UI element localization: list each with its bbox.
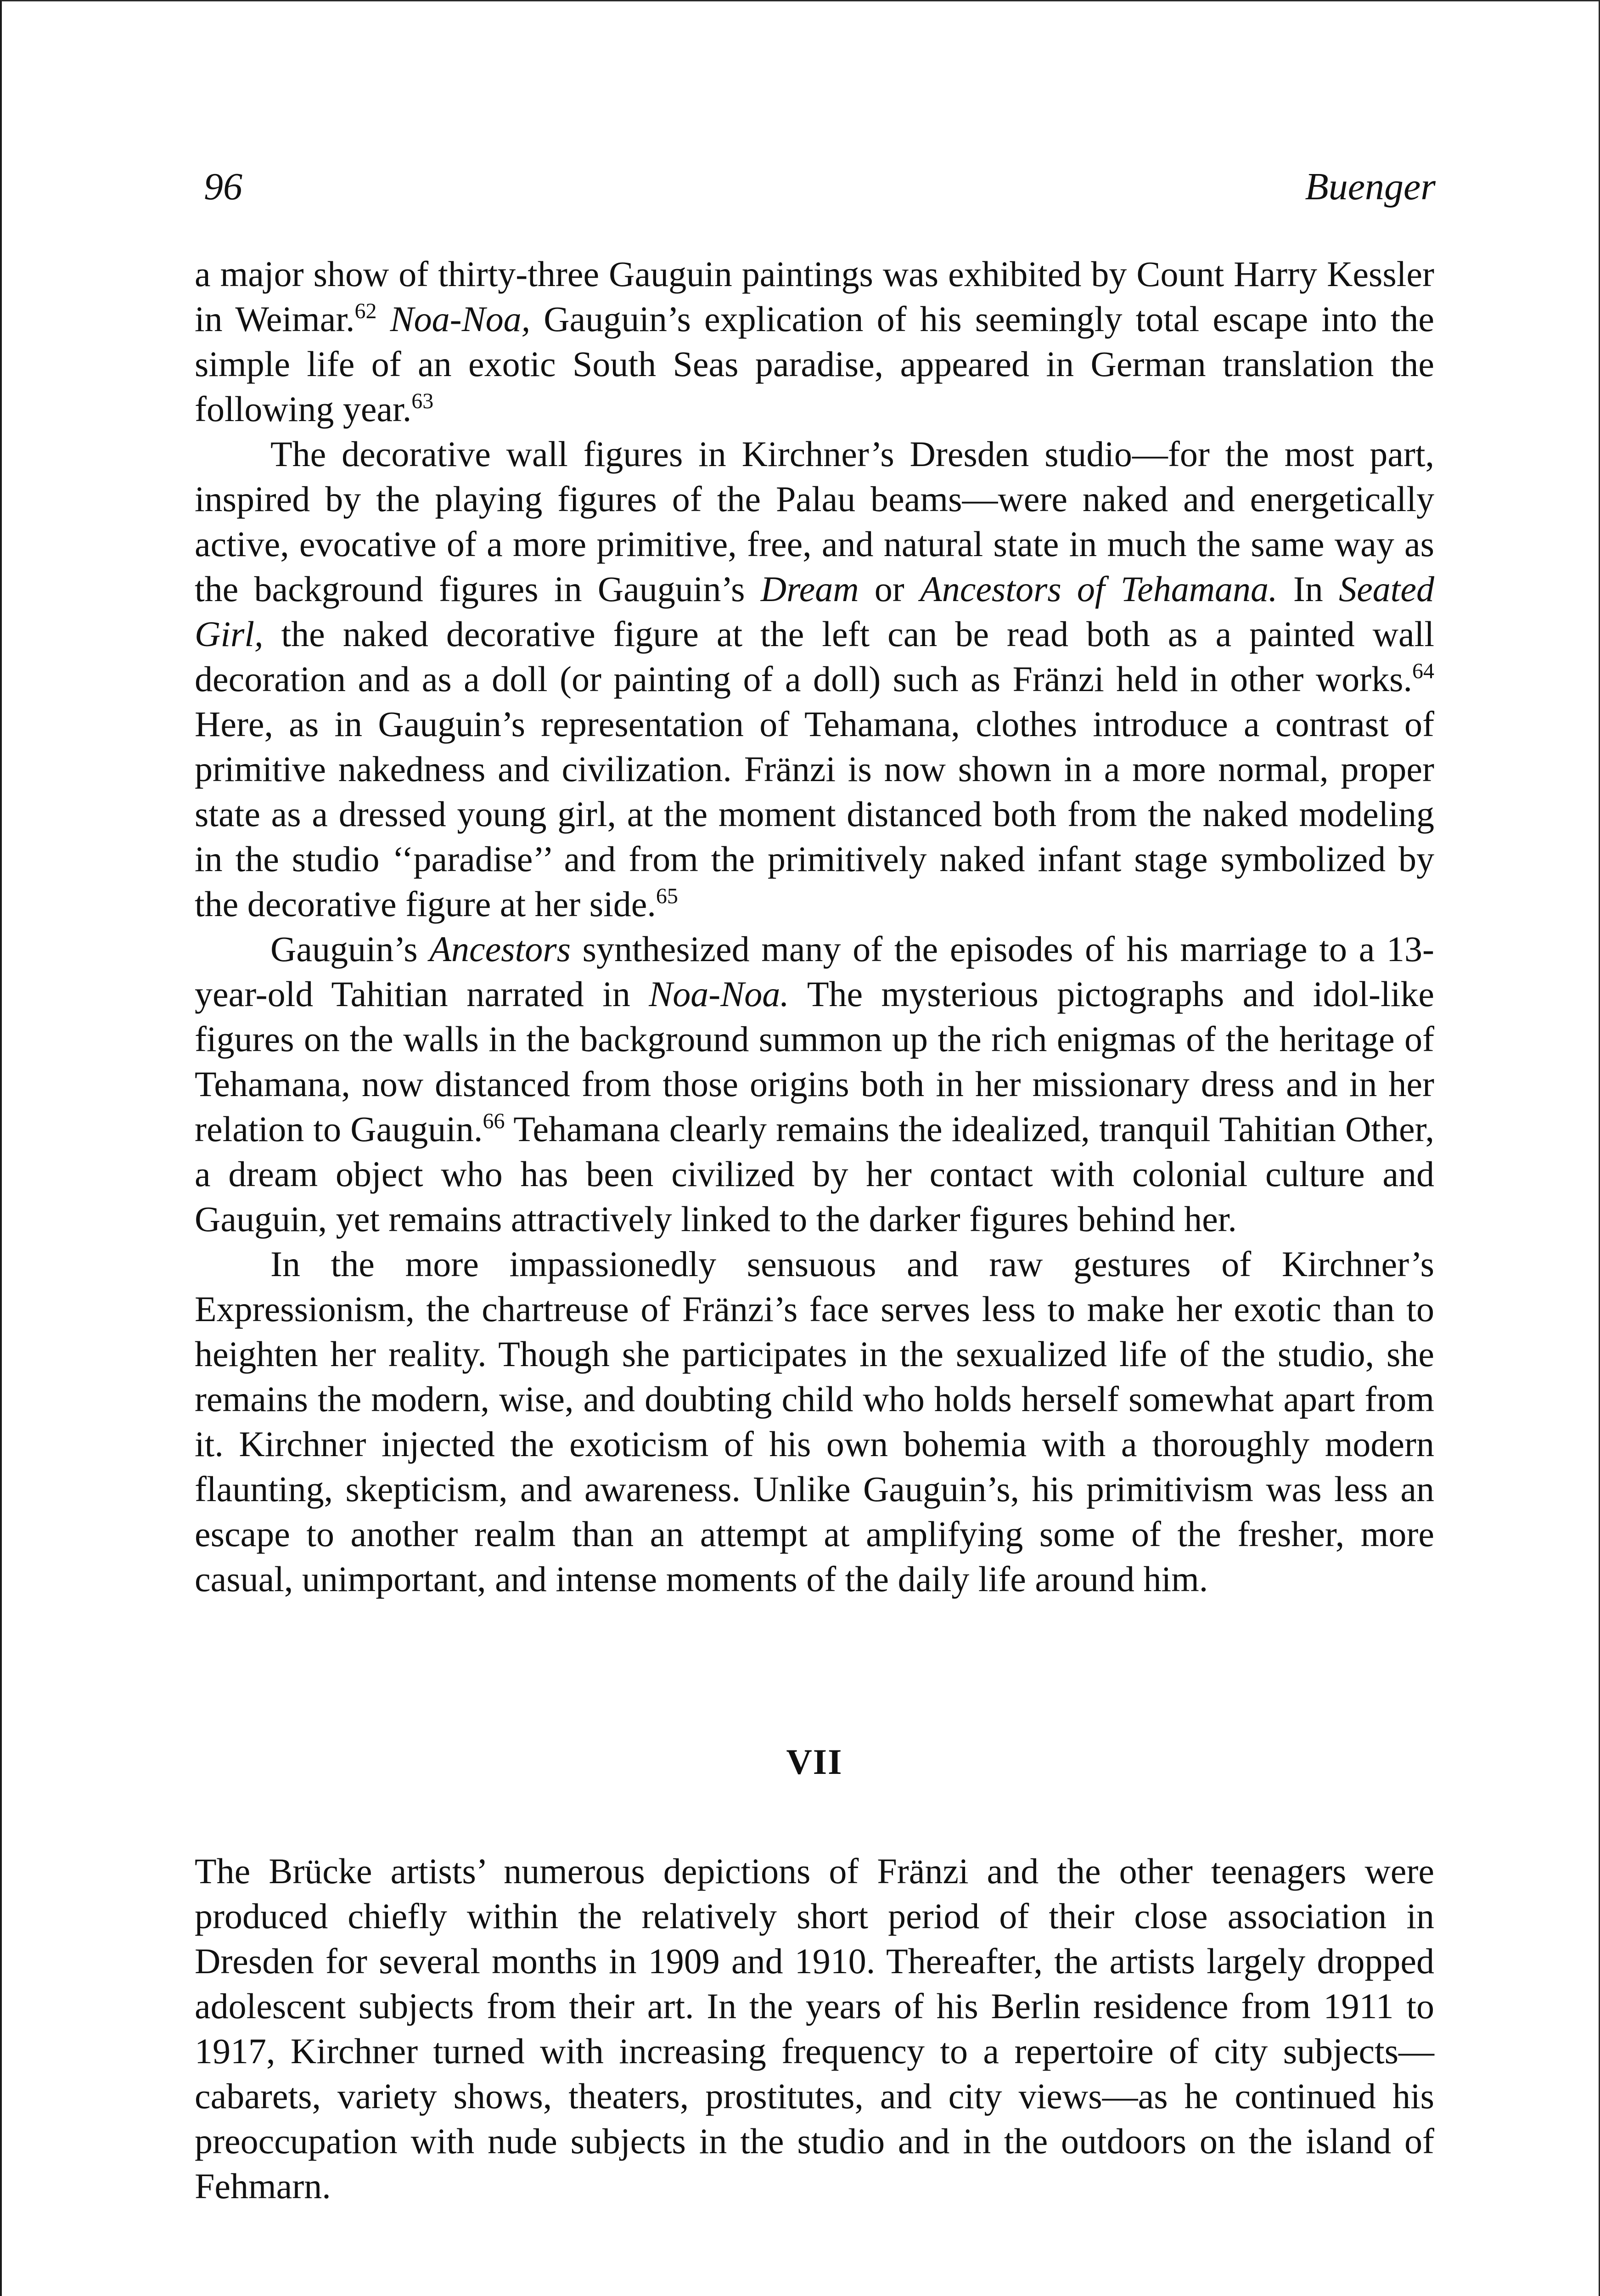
footnote-ref-62: 62 (354, 299, 377, 323)
text-run: synthesized many of the episodes of his marriage to a 13-year-old Tahitian narrated in (195, 929, 1434, 1014)
text-run: Tehamana clearly remains the idealized, tranquil Tahitian Other, a dream object who has been civilized by her contact with colonial culture and Gauguin, yet remains attractively linked to the darker figures behind her. (195, 1109, 1434, 1239)
body-text (195, 252, 1434, 2209)
text-run: Here, as in Gauguin’s representation of Tehamana, clothes introduce a contrast of primitive nakedness and civilization. Fränzi is now shown in a more normal, proper state as a dressed young girl, at the moment distanced both from the naked modeling in the studio ‘‘paradise’’ and from the primitively naked infant stage symbolized by the decorative figure at her side. (195, 704, 1434, 924)
paragraph-3 (195, 927, 1434, 1242)
text-run: Gauguin’s (270, 929, 430, 969)
paragraph-4: In the more impassionedly sensuous and raw gestures of Kirchner’s Expressionism, the chartreuse of Fränzi’s face serves less to make her exotic than to heighten her reality. Though she participates in the sexualized life of the studio, she remains the modern, wise, and doubting child who holds herself somewhat apart from it. Kirchner injected the exoticism of his own bohemia with a thoroughly modern flaunting, skepticism, and awareness. Unlike Gauguin’s, his primitivism was less an escape to another realm than an attempt at amplifying some of the fresher, more casual, unimportant, and intense moments of the daily life around him. (195, 1244, 1434, 1599)
title-noa-noa: Noa-Noa. (649, 974, 789, 1014)
running-head (204, 164, 1436, 215)
paragraph-1 (195, 252, 1434, 432)
text-run: the naked decorative figure at the left can be read both as a painted wall decoration and as a doll (or painting of a doll) such as Fränzi held in other works. (195, 614, 1434, 699)
running-title: Buenger (1305, 165, 1436, 208)
title-noa-noa: Noa-Noa, (390, 299, 531, 339)
text-run: or (859, 569, 921, 609)
paragraph-2 (195, 432, 1434, 927)
text-run: The mysterious pictographs and idol-like figures on the walls in the background summon up the rich enigmas of the heritage of Tehamana, now distanced from those origins both in her missionary dress and in her relation to Gauguin. (195, 974, 1434, 1149)
title-seated-girl: Seated Girl, (195, 569, 1434, 654)
text-run: The decorative wall figures in Kirchner’s Dresden studio—for the most part, inspired by the playing figures of the Palau beams—were naked and energetically active, evocative of a more primitive, free, and natural state in much the same way as the background figures in Gauguin’s (195, 434, 1434, 609)
title-ancestors: Ancestors (429, 929, 571, 969)
footnote-ref-63: 63 (411, 389, 434, 413)
title-ancestors-of-tehamana: Ancestors of Tehamana. (920, 569, 1278, 609)
paragraph-5: The Brücke artists’ numerous depictions of Fränzi and the other teenagers were produced chiefly within the relatively short period of their close association in Dresden for several months in 1909 and 1910. Thereafter, the artists largely dropped adolescent subjects from their art. In the years of his Berlin residence from 1911 to 1917, Kirchner turned with increasing frequency to a repertoire of city subjects—cabarets, variety shows, theaters, prostitutes, and city views—as he continued his preoccupation with nude subjects in the studio and in the outdoors on the island of Fehmarn. (195, 1851, 1434, 2206)
footnote-ref-65: 65 (656, 884, 678, 908)
text-run: Gauguin’s explication of his seemingly total escape into the simple life of an exotic South Seas paradise, appeared in German translation the following year. (195, 299, 1434, 429)
page-number: 96 (204, 165, 242, 208)
text-run: a major show of thirty-three Gauguin paintings was exhibited by Count Harry Kessler in Weimar. (195, 254, 1434, 339)
title-dream: Dream (760, 569, 859, 609)
section-heading: VII (786, 1742, 843, 1782)
text-run: In (1277, 569, 1339, 609)
footnote-ref-66: 66 (483, 1109, 505, 1133)
footnote-ref-64: 64 (1412, 659, 1434, 683)
